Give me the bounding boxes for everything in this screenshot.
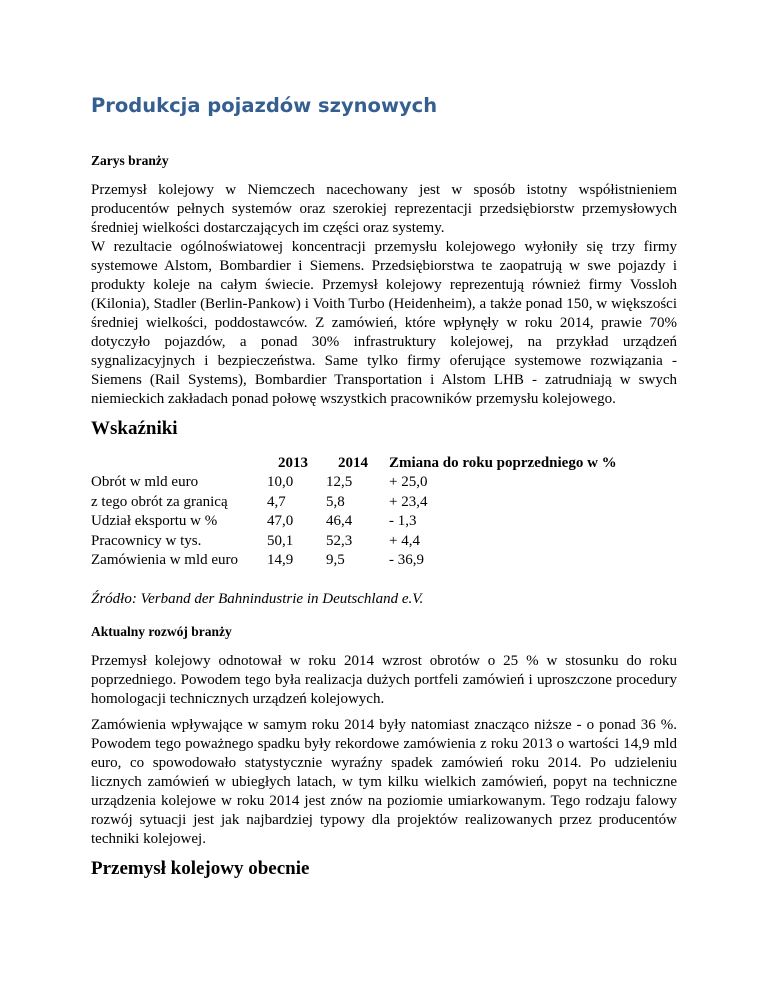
value-change: - 1,3 (389, 513, 417, 530)
table-row (91, 551, 679, 570)
value-2013: 10,0 (267, 474, 294, 491)
table-row (91, 512, 679, 531)
paragraph-development-1: Przemysł kolejowy odnotował w roku 2014 wzrost obrotów o 25 % w stosunku do roku poprzedniego. Powodem tego była realizacja dużych portfeli zamówień i uproszczone procedury homologacji technicznych urządzeń kolejowych. (91, 653, 677, 707)
row-label: Pracownicy w tys. (91, 532, 202, 549)
value-2014: 12,5 (326, 474, 353, 491)
value-change: + 23,4 (389, 493, 428, 510)
value-2013: 4,7 (267, 493, 286, 510)
row-label: Udział eksportu w % (91, 513, 218, 530)
table-row (91, 493, 679, 512)
value-2014: 9,5 (326, 551, 345, 568)
column-header-2013: 2013 (278, 455, 308, 471)
value-change: + 4,4 (389, 532, 420, 549)
section-heading-indicators: Wskaźniki (91, 418, 178, 439)
table-header-row (91, 454, 679, 473)
value-change: + 25,0 (389, 474, 428, 491)
value-2013: 50,1 (267, 532, 294, 549)
value-2014: 46,4 (326, 513, 353, 530)
table-row (91, 532, 679, 551)
paragraph-overview-1: Przemysł kolejowy w Niemczech nacechowany jest w sposób istotny współistnieniem producentów pełnych systemów oraz szerokiej reprezentacji przedsiębiorstw przemysłowych średniej wielkości dostarczających im części oraz systemy. (91, 182, 677, 236)
column-header-2014: 2014 (338, 455, 368, 471)
section-heading-current: Przemysł kolejowy obecnie (91, 858, 310, 879)
value-2014: 5,8 (326, 493, 345, 510)
section-heading-overview: Zarys branży (91, 153, 169, 168)
section-heading-development: Aktualny rozwój branży (91, 624, 232, 639)
table-row (91, 473, 679, 492)
value-2014: 52,3 (326, 532, 353, 549)
source-note: Źródło: Verband der Bahnindustrie in Deutschland e.V. (91, 591, 424, 607)
column-header-change: Zmiana do roku poprzedniego w % (389, 455, 617, 471)
row-label: Zamówienia w mld euro (91, 551, 239, 568)
page-title: Produkcja pojazdów szynowych (91, 94, 438, 117)
paragraph-development-2: Zamówienia wpływające w samym roku 2014 były natomiast znacząco niższe - o ponad 36 %. Powodem tego poważnego spadku były rekordowe zamówienia z roku 2013 o wartości 14,9 mld euro, co spowodowało statystycznie wyraźny spadek zamówień roku 2014. Po udzieleniu licznych zamówień w ubiegłych latach, w tym kilku wielkich zamówień, popyt na techniczne urządzenia kolejowe w roku 2014 jest znów na poziomie umiarkowanym. Tego rodzaju falowy rozwój sytuacji jest jak najbardziej typowy dla projektów realizowanych przez producentów techniki kolejowej. (91, 717, 677, 847)
value-2013: 47,0 (267, 513, 294, 530)
value-change: - 36,9 (389, 551, 424, 568)
paragraph-overview-2: W rezultacie ogólnoświatowej koncentracji przemysłu kolejowego wyłoniły się trzy firmy systemowe Alstom, Bombardier i Siemens. Przedsiębiorstwa te zaopatrują w swe pojazdy i produkty koleje na całym świecie. Przemysł kolejowy reprezentują również firmy Vossloh (Kilonia), Stadler (Berlin-Pankow) i Voith Turbo (Heidenheim), a także ponad 150, w większości średniej wielkości, poddostawców. Z zamówień, które wpłynęły w roku 2014, prawie 70% dotyczyło pojazdów, a ponad 30% infrastruktury kolejowej, na przykład urządzeń sygnalizacyjnych i bezpieczeństwa. Same tylko firmy oferujące systemowe rozwiązania - Siemens (Rail Systems), Bombardier Transportation i Alstom LHB - zatrudniają w swych niemieckich zakładach ponad połowę wszystkich pracowników przemysłu kolejowego. (91, 239, 677, 407)
row-label: Obrót w mld euro (91, 474, 199, 491)
row-label: z tego obrót za granicą (91, 493, 228, 510)
value-2013: 14,9 (267, 551, 294, 568)
indicators-table (91, 454, 679, 570)
